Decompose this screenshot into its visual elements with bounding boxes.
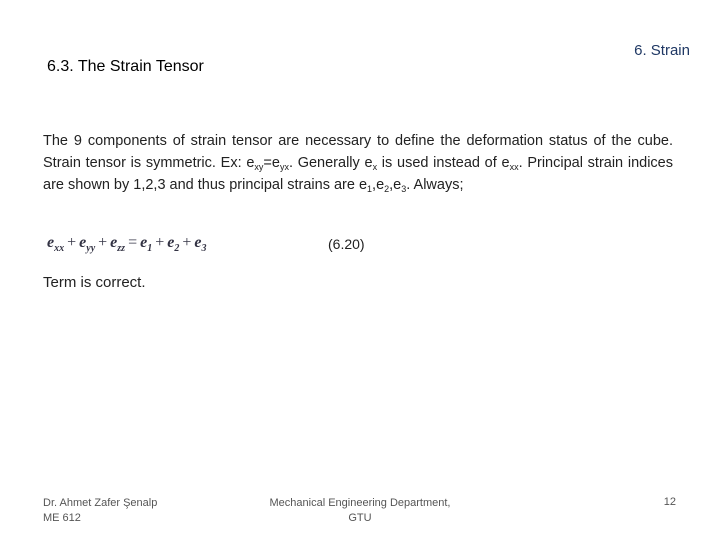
eq-symbol: e [110,234,118,251]
eq-operator: + [98,234,108,251]
subscript: xx [509,162,519,172]
course-code: ME 612 [43,512,81,524]
eq-subscript: xx [54,243,65,254]
equation-number: (6.20) [328,236,365,252]
paragraph-text: is used instead of e [377,155,510,171]
eq-symbol: e [79,234,87,251]
strain-sum-equation [47,234,207,252]
university-name: GTU [348,512,372,524]
paragraph-text: The 9 components of strain tensor are necessary to define the deformation status of the cube. Strain tensor is symmetric. Ex: e [43,133,673,171]
eq-subscript: 1 [147,243,153,254]
subscript: 2 [384,184,390,194]
footer-author [43,496,157,526]
department-name: Mechanical Engineering Department, [269,497,451,509]
eq-subscript: 2 [174,243,180,254]
body-paragraph [43,130,673,196]
subscript: 1 [367,184,373,194]
eq-operator: = [128,234,138,251]
eq-symbol: e [194,234,202,251]
subscript: 3 [401,184,407,194]
section-title: 6.3. The Strain Tensor [47,58,204,75]
eq-subscript: 3 [201,243,207,254]
footer-department [255,496,465,526]
paragraph-text: ,e [372,177,385,193]
subscript: xy [254,162,264,172]
subscript: yx [279,162,289,172]
paragraph-text: . Principal strain indices are shown by 1,2,3 and thus principal strains are e [43,155,673,193]
paragraph-text: . Always; [406,177,464,193]
eq-symbol: e [140,234,148,251]
eq-operator: + [67,234,77,251]
eq-operator: + [155,234,165,251]
note-text: Term is correct. [43,274,146,291]
equation-row [43,234,683,258]
eq-symbol: e [167,234,175,251]
author-name: Dr. Ahmet Zafer Şenalp [43,497,158,509]
eq-subscript: yy [86,243,96,254]
eq-subscript: zz [117,243,126,254]
subscript: x [372,162,378,172]
chapter-title: 6. Strain [634,42,690,59]
paragraph-text: =e [263,155,280,171]
eq-symbol: e [47,234,55,251]
paragraph-text: . Generally e [288,155,373,171]
page-number: 12 [663,496,676,508]
paragraph-text: ,e [389,177,402,193]
eq-operator: + [182,234,192,251]
